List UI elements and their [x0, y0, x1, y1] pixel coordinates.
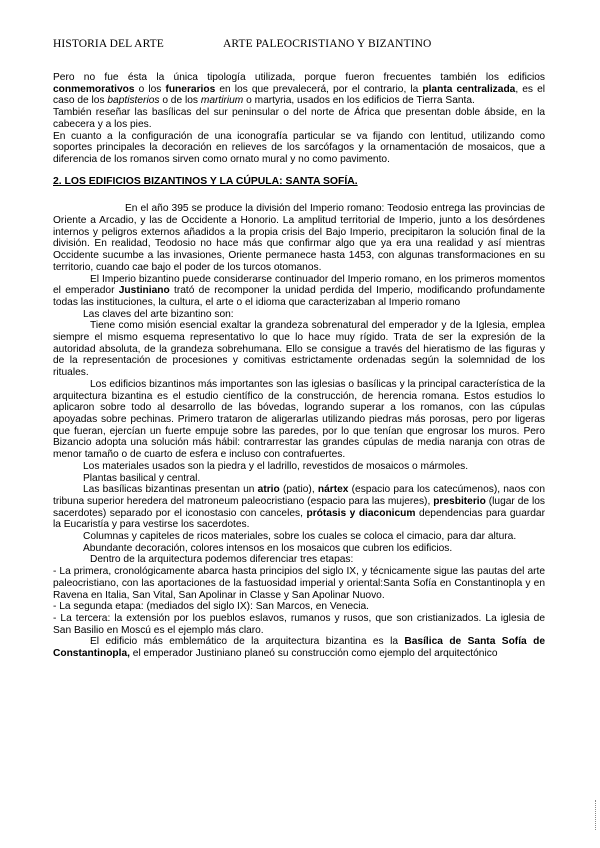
- section-paragraph-4: Tiene como misión esencial exaltar la grandeza sobrenatural del emperador y de la Iglesia, emplea siempre el mismo esquema representativo lo que lo hace muy rígido. Trata de ser la expresión de la autoridad absoluta, de la grandeza sobrehumana. Ello se consigue a través del hieratismo de las figuras y de la representación de procesiones y comitivas estrictamente ordenadas según la solemnidad de los rituales.: [53, 320, 545, 379]
- header-subject: HISTORIA DEL ARTE: [53, 38, 164, 50]
- page-edge-mark: [595, 800, 598, 830]
- section-paragraph-8: Las basílicas bizantinas presentan un atrio (patio), nártex (espacio para los catecúmenos), naos con tribuna superior heredera del matroneum paleocristiano (espacio para las mujeres), presbiterio (lugar de los sacerdotes) separado por el iconostasio con canceles, prótasis y diaconicum dependencias para guardar la Eucaristía y para vestirse los sacerdotes.: [53, 484, 545, 531]
- header-topic: ARTE PALEOCRISTIANO Y BIZANTINO: [223, 38, 432, 50]
- section-paragraph-6: Los materiales usados son la piedra y el ladrillo, revestidos de mosaicos o mármoles.: [83, 460, 469, 472]
- section-paragraph-15: El edificio más emblemático de la arquitectura bizantina es la Basílica de Santa Sofía de Constantinopla, el emperador Justiniano planeó su construcción como ejemplo del arquitectónico: [53, 636, 545, 660]
- intro-paragraph-3: En cuanto a la configuración de una iconografía particular se va fijando con lentitud, utilizando como soportes principales la decoración en relieves de los sarcófagos y la ornamentación de mosaicos, que a diferencia de los romanos sirven como ornato mural y no como pavimento.: [53, 130, 545, 165]
- section-paragraph-13: - La segunda etapa: (mediados del siglo IX): San Marcos, en Venecia.: [53, 601, 370, 613]
- section-paragraph-5: Los edificios bizantinos más importantes son las iglesias o basílicas y la principal característica de la arquitectura bizantina es el estudio científico de la construcción, de herencia romana. Estos estudios lo aplicaron sobre todo al desarrollo de las bóvedas, logrando superar a los romanos, con las cúpulas apoyadas sobre pechinas. Primero trataron de aligerarlas utilizando piedras más porosas, pero por ligeras que fueran, ejercían un fuerte empuje sobre las paredes, por lo que tenían que engrosar los muros. Pero Bizancio adopta una solución más hábil: contrarrestar las grandes cúpulas de media naranja con otras de menor tamaño o de cuarto de esfera e incluso con contrafuertes.: [53, 378, 545, 461]
- section-paragraph-2: El Imperio bizantino puede considerarse continuador del Imperio romano, en los primeros momentos el emperador Justiniano trató de recomponer la unidad perdida del Imperio, modificando profundamente todas las instituciones, la cultura, el arte o el idioma que caracterizaban al Imperio romano: [53, 273, 545, 308]
- intro-paragraph-1: Pero no fue ésta la única tipología utilizada, porque fueron frecuentes también los edificios conmemorativos o los funerarios en los que prevalecerá, por el contrario, la planta centralizada, es el caso de los baptisterios o de los martirium o martyria, usados en los edificios de Tierra Santa.: [53, 72, 546, 107]
- section-paragraph-1: En el año 395 se produce la división del Imperio romano: Teodosio entrega las provincias de Oriente a Arcadio, y las de Occidente a Honorio. La amplitud territorial de Imperio, junto a los desórdenes internos y peligros externos añadidos a la propia crisis del Bajo Imperio, precipitaron la solución final de la división. En realidad, Teodosio no hace más que confirmar algo que ya era una realidad y así mientras Occidente sucumbe a las invasiones, Oriente permanece hasta 1453, con algunas transformaciones en su territorio, cuando cae bajo el poder de los turcos otomanos.: [53, 203, 545, 273]
- section-paragraph-9: Columnas y capiteles de ricos materiales, sobre los cuales se coloca el cimacio, para dar altura.: [83, 531, 517, 543]
- section-paragraph-11: Dentro de la arquitectura podemos diferenciar tres etapas:: [90, 554, 354, 566]
- section-paragraph-12: - La primera, cronológicamente abarca hasta principios del siglo IX, y técnicamente sigue las pautas del arte paleocristiano, con las aportaciones de la fastuosidad imperial y oriental:Santa Sofía en Constantinopla y en Ravena en Italia, San Vital, San Apolinar in Classe y San Apolinar Nuovo.: [53, 566, 545, 601]
- section-paragraph-10: Abundante decoración, colores intensos en los mosaicos que cubren los edificios.: [83, 542, 453, 554]
- section-paragraph-3: Las claves del arte bizantino son:: [83, 308, 234, 320]
- section-paragraph-14: - La tercera: la extensión por los pueblos eslavos, rumanos y rusos, que son cristianizados. La iglesia de San Basilio en Moscú es el ejemplo más claro.: [53, 612, 545, 636]
- intro-paragraph-2: También reseñar las basílicas del sur peninsular o del norte de África que presentan doble ábside, en la cabecera y a los pies.: [53, 107, 545, 130]
- section-paragraph-7: Plantas basilical y central.: [83, 472, 201, 484]
- document-body: [53, 72, 545, 660]
- section-heading: 2. LOS EDIFICIOS BIZANTINOS Y LA CÚPULA: SANTA SOFÍA.: [53, 175, 358, 187]
